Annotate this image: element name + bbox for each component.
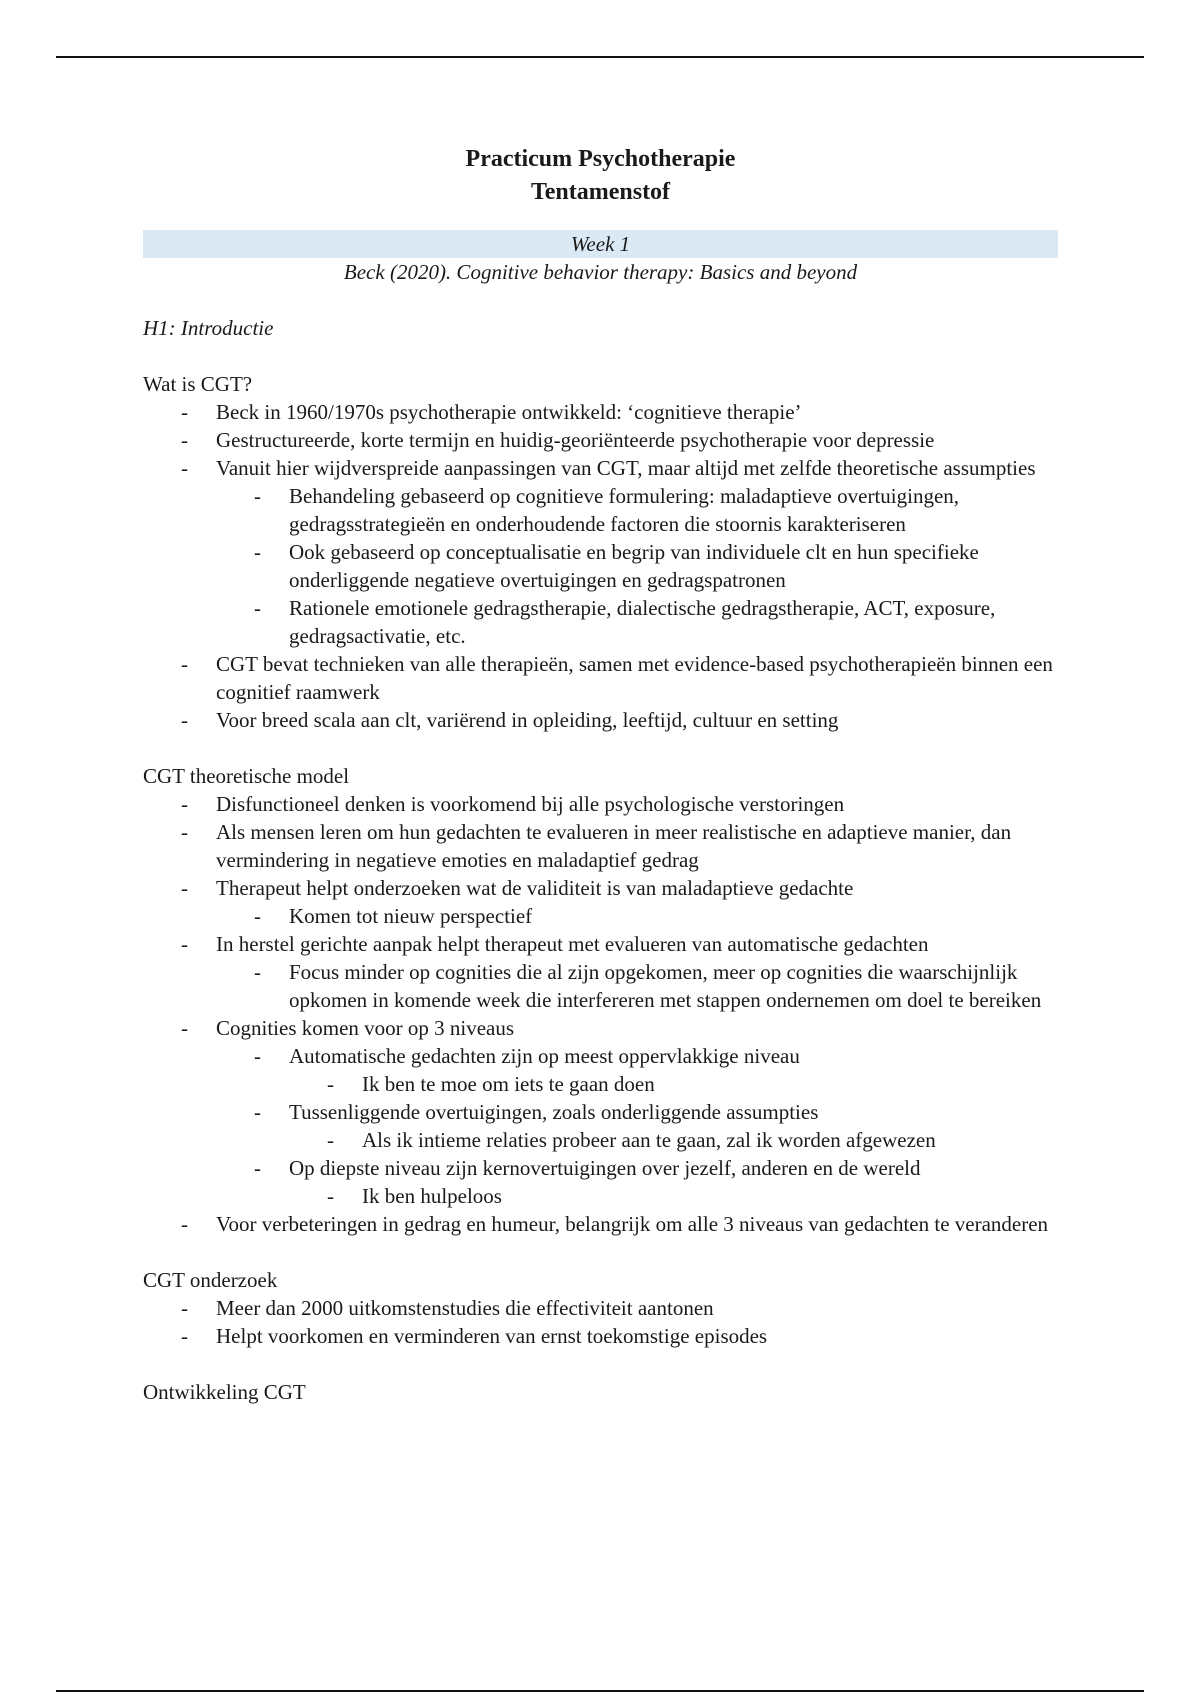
sub-sub-bullet-list [289,1182,1058,1210]
bullet-list [143,1294,1058,1350]
section-heading: CGT theoretische model [143,764,350,788]
bullet-list [143,398,1058,734]
list-item: - Helpt voorkomen en verminderen van ernst toekomstige episodes [143,1322,1058,1350]
list-item: - Ook gebaseerd op conceptualisatie en begrip van individuele clt en hun specifieke onderliggende negatieve overtuigingen en gedragspatronen [216,538,1058,594]
bottom-rule [56,1690,1144,1692]
list-item [143,874,1058,930]
list-item: - Als ik intieme relaties probeer aan te gaan, zal ik worden afgewezen [289,1126,1058,1154]
list-item: - Voor verbeteringen in gedrag en humeur, belangrijk om alle 3 niveaus van gedachten te veranderen [143,1210,1058,1238]
title-line-1: Practicum Psychotherapie [465,146,736,172]
list-item-text: In herstel gerichte aanpak helpt therapeut met evalueren van automatische gedachten [216,932,929,956]
list-item [143,930,1058,1014]
list-item: - Ik ben te moe om iets te gaan doen [289,1070,1058,1098]
list-item-text: Op diepste niveau zijn kernovertuigingen over jezelf, anderen en de wereld [289,1156,921,1180]
list-item [216,1154,1058,1210]
list-item: - Beck in 1960/1970s psychotherapie ontwikkeld: ‘cognitieve therapie’ [143,398,1058,426]
list-item-text: Cognities komen voor op 3 niveaus [216,1016,515,1040]
section-heading: Wat is CGT? [143,372,253,396]
list-item: - Als mensen leren om hun gedachten te evalueren in meer realistische en adaptieve manier, dan vermindering in negatieve emoties en maladaptief gedrag [143,818,1058,874]
list-item [143,1014,1058,1210]
list-item: - Voor breed scala aan clt, variërend in opleiding, leeftijd, cultuur en setting [143,706,1058,734]
sub-bullet-list [216,482,1058,650]
list-item: - Rationele emotionele gedragstherapie, dialectische gedragstherapie, ACT, exposure, gedragsactivatie, etc. [216,594,1058,650]
list-item-text: Tussenliggende overtuigingen, zoals onderliggende assumpties [289,1100,819,1124]
list-item-text: Therapeut helpt onderzoeken wat de validiteit is van maladaptieve gedachte [216,876,854,900]
sub-sub-bullet-list [289,1126,1058,1154]
list-item-text: Vanuit hier wijdverspreide aanpassingen van CGT, maar altijd met zelfde theoretische assumpties [216,456,1036,480]
list-item-text: Automatische gedachten zijn op meest oppervlakkige niveau [289,1044,800,1068]
sub-bullet-list [216,902,1058,930]
list-item [216,1042,1058,1098]
sub-bullet-list [216,958,1058,1014]
title-line-2: Tentamenstof [530,179,671,205]
list-item: - Gestructureerde, korte termijn en huidig-georiënteerde psychotherapie voor depressie [143,426,1058,454]
list-item: - Ik ben hulpeloos [289,1182,1058,1210]
list-item: - Disfunctioneel denken is voorkomend bij alle psychologische verstoringen [143,790,1058,818]
list-item [143,454,1058,650]
chapter-heading: H1: Introductie [143,316,274,340]
list-item: - Behandeling gebaseerd op cognitieve formulering: maladaptieve overtuigingen, gedragsstrategieën en onderhoudende factoren die stoornis karakteriseren [216,482,1058,538]
sub-bullet-list [216,1042,1058,1210]
reference-line: Beck (2020). Cognitive behavior therapy: Basics and beyond [343,260,858,284]
top-rule [56,56,1144,58]
section-heading: Ontwikkeling CGT [143,1380,306,1404]
section-heading: CGT onderzoek [143,1268,278,1292]
list-item [216,1098,1058,1154]
week-header: Week 1 [143,230,1058,258]
sub-sub-bullet-list [289,1070,1058,1098]
list-item: - Focus minder op cognities die al zijn opgekomen, meer op cognities die waarschijnlijk opkomen in komende week die interfereren met stappen ondernemen om doel te bereiken [216,958,1058,1014]
list-item: - Komen tot nieuw perspectief [216,902,1058,930]
list-item: - Meer dan 2000 uitkomstenstudies die effectiviteit aantonen [143,1294,1058,1322]
bullet-list [143,790,1058,1238]
list-item: - CGT bevat technieken van alle therapieën, samen met evidence-based psychotherapieën binnen een cognitief raamwerk [143,650,1058,706]
document-title [143,143,1058,209]
document-body [143,143,1058,1406]
